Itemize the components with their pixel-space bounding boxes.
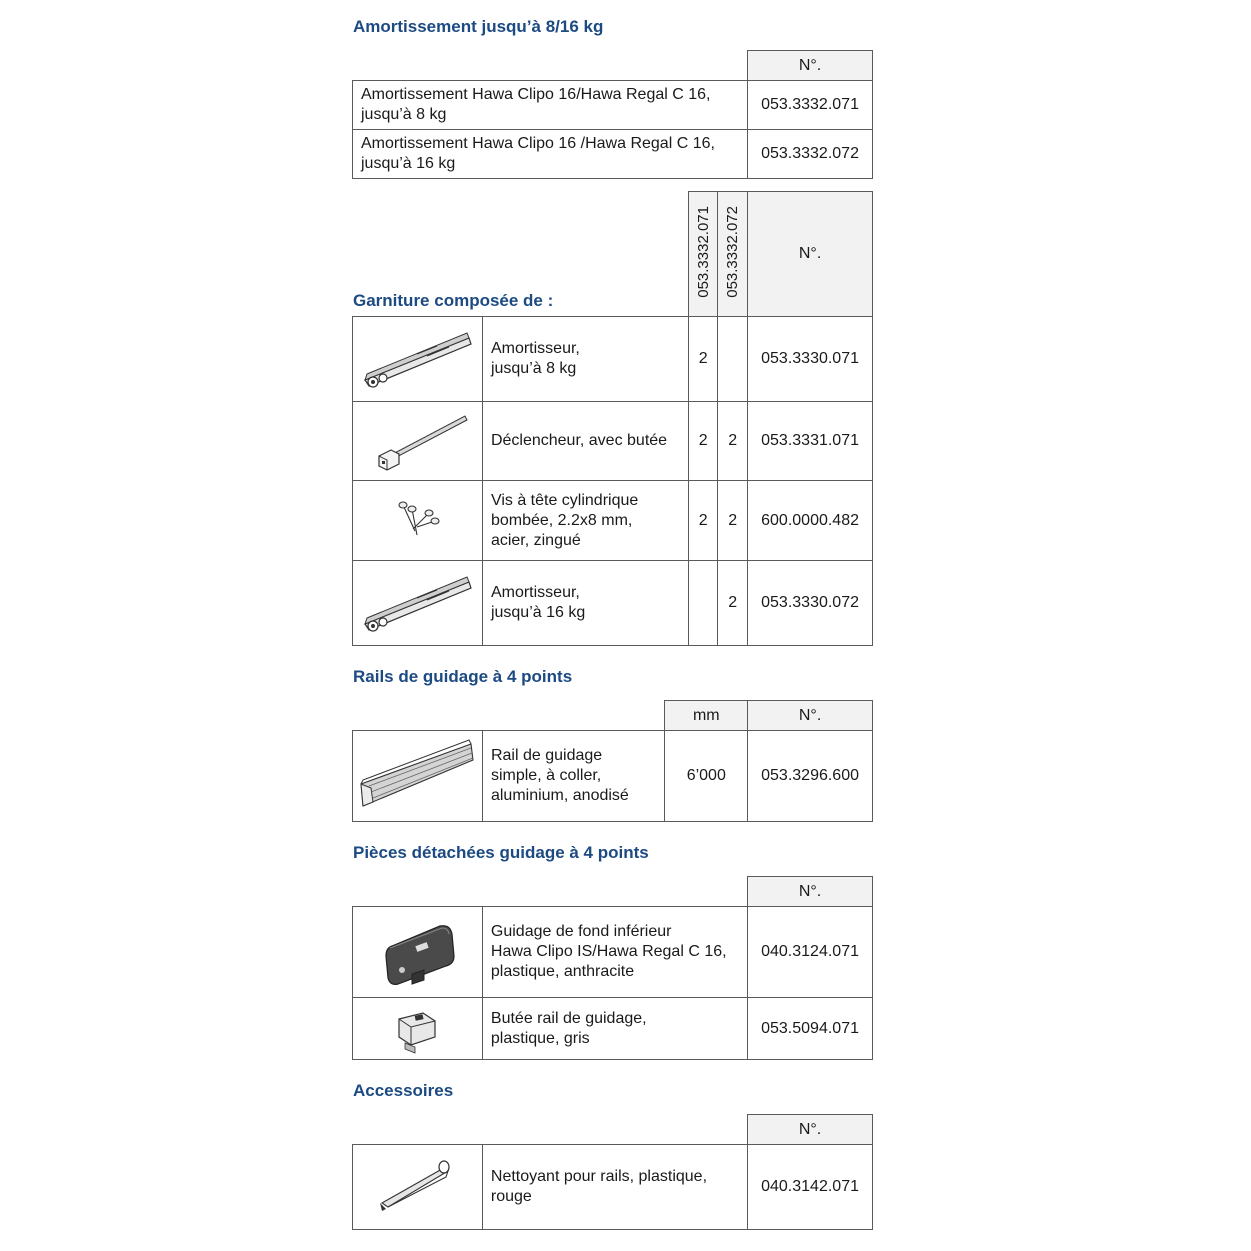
item-description: Guidage de fond inférieur Hawa Clipo IS/Hawa Regal C 16, plastique, anthracite [482,907,747,998]
item-description: Rail de guidage simple, à coller, aluminium, anodisé [482,731,664,822]
rail-cleaner-icon [362,1147,472,1227]
table-spare-parts [352,876,873,1060]
table-row [353,402,873,481]
count-set-072: 2 [718,481,748,561]
column-header-set-071: 053.3332.071 [689,192,718,317]
count-set-072: 2 [718,402,748,481]
table-row [353,998,873,1060]
item-number: 053.3332.071 [748,81,873,130]
rail-stop-icon [377,1001,457,1057]
table-row [353,317,873,402]
table-set-contents [352,191,873,646]
item-number: 053.3330.071 [748,317,873,402]
column-header-set-072: 053.3332.072 [718,192,748,317]
item-number: 040.3124.071 [748,907,873,998]
column-header-mm: mm [665,701,748,731]
guide-rail-icon [355,734,479,818]
item-number: 600.0000.482 [748,481,873,561]
bottom-guide-icon [362,912,472,992]
item-number: 053.3330.072 [748,561,873,646]
column-header-number: N°. [748,51,873,81]
item-number: 053.5094.071 [748,998,873,1060]
item-number: 053.3296.600 [748,731,873,822]
count-set-072: 2 [718,561,748,646]
table-row [353,561,873,646]
item-description: Amortissement Hawa Clipo 16 /Hawa Regal C 16, jusqu’à 16 kg [353,130,748,179]
table-row [353,907,873,998]
damper-icon [357,568,477,638]
table-row [353,731,873,822]
count-set-071: 2 [689,402,718,481]
column-header-number: N°. [748,877,873,907]
count-set-071 [689,561,718,646]
table-guide-rails [352,700,873,822]
damper-icon [357,324,477,394]
column-header-number: N°. [748,701,873,731]
count-set-071: 2 [689,317,718,402]
item-description: Déclencheur, avec butée [482,402,688,481]
item-description: Amortisseur, jusqu’à 8 kg [482,317,688,402]
count-set-071: 2 [689,481,718,561]
table-row [353,481,873,561]
item-description: Nettoyant pour rails, plastique, rouge [482,1145,747,1230]
item-description: Amortisseur, jusqu’à 16 kg [482,561,688,646]
item-description: Vis à tête cylindrique bombée, 2.2x8 mm, acier, zingué [482,481,688,561]
item-number: 053.3331.071 [748,402,873,481]
table-row [353,1145,873,1230]
column-header-number: N°. [748,192,873,317]
section-title-damping: Amortissement jusqu’à 8/16 kg [353,17,604,36]
table-row [353,81,873,130]
section-title-guide-rails: Rails de guidage à 4 points [353,667,573,686]
item-description: Butée rail de guidage, plastique, gris [482,998,747,1060]
table-row [353,130,873,179]
item-length: 6’000 [665,731,748,822]
section-title-set-contents: Garniture composée de : [353,291,554,310]
item-description: Amortissement Hawa Clipo 16/Hawa Regal C 16, jusqu’à 8 kg [353,81,748,130]
screws-icon [357,491,477,551]
item-number: 040.3142.071 [748,1145,873,1230]
count-set-072 [718,317,748,402]
column-header-number: N°. [748,1115,873,1145]
section-title-accessories: Accessoires [353,1081,454,1100]
table-accessories [352,1114,873,1230]
table-damping [352,50,873,179]
trigger-icon [357,406,477,476]
item-number: 053.3332.072 [748,130,873,179]
section-title-spare-parts: Pièces détachées guidage à 4 points [353,843,649,862]
